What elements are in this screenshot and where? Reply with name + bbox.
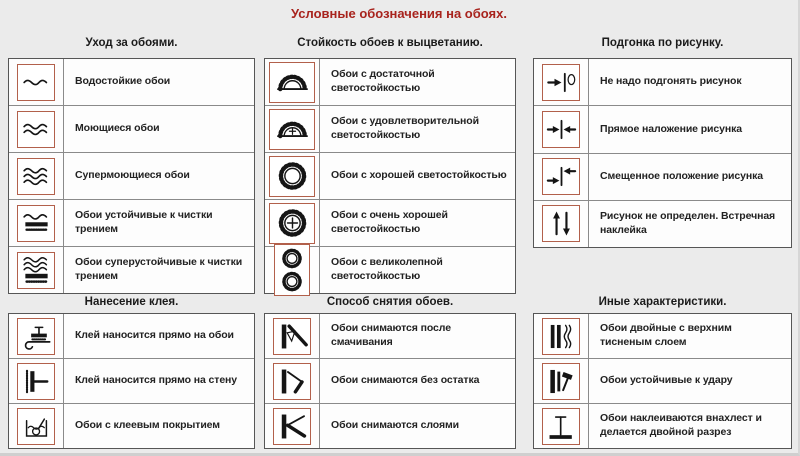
icon-cell — [9, 106, 64, 152]
symbol-label: Обои снимаются после смачивания — [331, 322, 451, 348]
sun-half-plus-icon — [269, 109, 315, 150]
section-header-care: Уход за обоями. — [85, 37, 178, 49]
icon-cell — [9, 359, 64, 403]
column-right — [533, 0, 792, 456]
glue-trough-icon — [17, 408, 55, 445]
icon-cell — [265, 59, 320, 105]
sun-half-icon — [269, 62, 315, 103]
icon-cell — [265, 404, 320, 448]
symbol-label: Обои снимаются без остатка — [331, 374, 480, 387]
section-header-removal: Способ снятия обоев. — [326, 296, 454, 308]
symbol-label: Клей наносится прямо на стену — [75, 374, 238, 387]
icon-cell — [265, 153, 320, 199]
strip-soak-icon — [273, 318, 311, 355]
table-row — [9, 246, 254, 293]
table-row — [265, 246, 515, 293]
symbol-label: Водостойкие обои — [75, 75, 171, 88]
symbol-label: Обои суперустойчивые к чистки трением — [75, 256, 243, 282]
icon-cell — [265, 200, 320, 246]
symbol-label: Обои с достаточной светостойкостью — [331, 68, 435, 94]
icon-cell — [534, 154, 589, 200]
section-header-matching: Подгонка по рисунку. — [601, 37, 724, 49]
match-free-icon — [542, 64, 580, 101]
table-row — [265, 105, 515, 152]
table-row — [9, 152, 254, 199]
table-row — [9, 314, 254, 358]
icon-cell — [534, 314, 589, 358]
symbol-label: Обои с хорошей светостойкостью — [331, 169, 507, 182]
icon-cell — [534, 201, 589, 247]
table-row — [265, 59, 515, 105]
other-table — [533, 313, 792, 449]
icon-cell — [534, 404, 589, 448]
symbol-label: Обои снимаются слоями — [331, 419, 460, 432]
symbol-label: Обои наклеиваются внахлест и делается двойной разрез — [600, 412, 762, 438]
table-row — [9, 403, 254, 448]
wave-1-icon — [17, 64, 55, 101]
match-straight-icon — [542, 111, 580, 148]
icon-cell — [9, 314, 64, 358]
symbol-label: Обои устойчивые к чистки трением — [75, 209, 213, 235]
sun-full-plus-icon — [269, 203, 315, 244]
icon-cell — [9, 59, 64, 105]
removal-table — [264, 313, 516, 449]
table-row — [265, 199, 515, 246]
icon-cell — [9, 153, 64, 199]
overlap-cut-icon — [542, 408, 580, 445]
table-row — [534, 358, 791, 403]
icon-cell — [534, 359, 589, 403]
strip-clean-icon — [273, 363, 311, 400]
column-left — [8, 0, 255, 456]
double-emboss-icon — [542, 318, 580, 355]
table-row — [534, 153, 791, 200]
table-row — [9, 199, 254, 246]
symbol-label: Прямое наложение рисунка — [600, 122, 743, 135]
section-header-other: Иные характеристики. — [598, 296, 727, 308]
wave-3-icon — [17, 158, 55, 195]
section-header-glue: Нанесение клея. — [84, 296, 179, 308]
glue-paper-icon — [17, 318, 55, 355]
symbol-label: Рисунок не определен. Встречная наклейка — [600, 210, 776, 236]
strip-layers-icon — [273, 408, 311, 445]
icon-cell — [265, 247, 320, 293]
column-middle — [264, 0, 516, 456]
sun-double-icon — [274, 244, 310, 296]
table-row — [9, 59, 254, 105]
icon-cell — [9, 200, 64, 246]
symbol-label: Обои с великолепной светостойкостью — [331, 256, 443, 282]
symbol-label: Обои устойчивые к удару — [600, 374, 733, 387]
table-row — [265, 152, 515, 199]
table-row — [9, 358, 254, 403]
table-row — [534, 314, 791, 358]
wave3-brush-icon — [17, 252, 55, 289]
wave-2-icon — [17, 111, 55, 148]
care-table — [8, 58, 255, 294]
icon-cell — [265, 359, 320, 403]
match-reverse-icon — [542, 205, 580, 242]
table-row — [534, 200, 791, 247]
icon-cell — [265, 106, 320, 152]
matching-table — [533, 58, 792, 248]
icon-cell — [534, 106, 589, 152]
table-row — [534, 105, 791, 152]
symbol-label: Обои с удовлетворительной светостойкостью — [331, 115, 479, 141]
icon-cell — [265, 314, 320, 358]
icon-cell — [9, 247, 64, 293]
symbol-label: Клей наносится прямо на обои — [75, 329, 234, 342]
sun-full-icon — [269, 156, 315, 197]
impact-icon — [542, 363, 580, 400]
table-row — [265, 358, 515, 403]
glue-wall-icon — [17, 363, 55, 400]
lightfastness-table — [264, 58, 516, 294]
symbol-label: Моющиеся обои — [75, 122, 160, 135]
table-row — [265, 403, 515, 448]
symbol-label: Супермоющиеся обои — [75, 169, 190, 182]
glue-table — [8, 313, 255, 449]
icon-cell — [534, 59, 589, 105]
symbol-label: Смещенное положение рисунка — [600, 169, 764, 182]
page-title: Условные обозначения на обоях. — [291, 6, 507, 21]
table-row — [534, 59, 791, 105]
symbol-label: Обои двойные с верхним тисненым слоем — [600, 322, 732, 348]
table-row — [9, 105, 254, 152]
table-row — [534, 403, 791, 448]
icon-cell — [9, 404, 64, 448]
symbol-label: Обои с клеевым покрытием — [75, 419, 220, 432]
table-row — [265, 314, 515, 358]
symbol-label: Обои с очень хорошей светостойкостью — [331, 209, 448, 235]
symbol-label: Не надо подгонять рисунок — [600, 75, 742, 88]
wave-brush-icon — [17, 205, 55, 242]
match-offset-icon — [542, 158, 580, 195]
section-header-lightfastness: Стойкость обоев к выцветанию. — [297, 37, 483, 49]
